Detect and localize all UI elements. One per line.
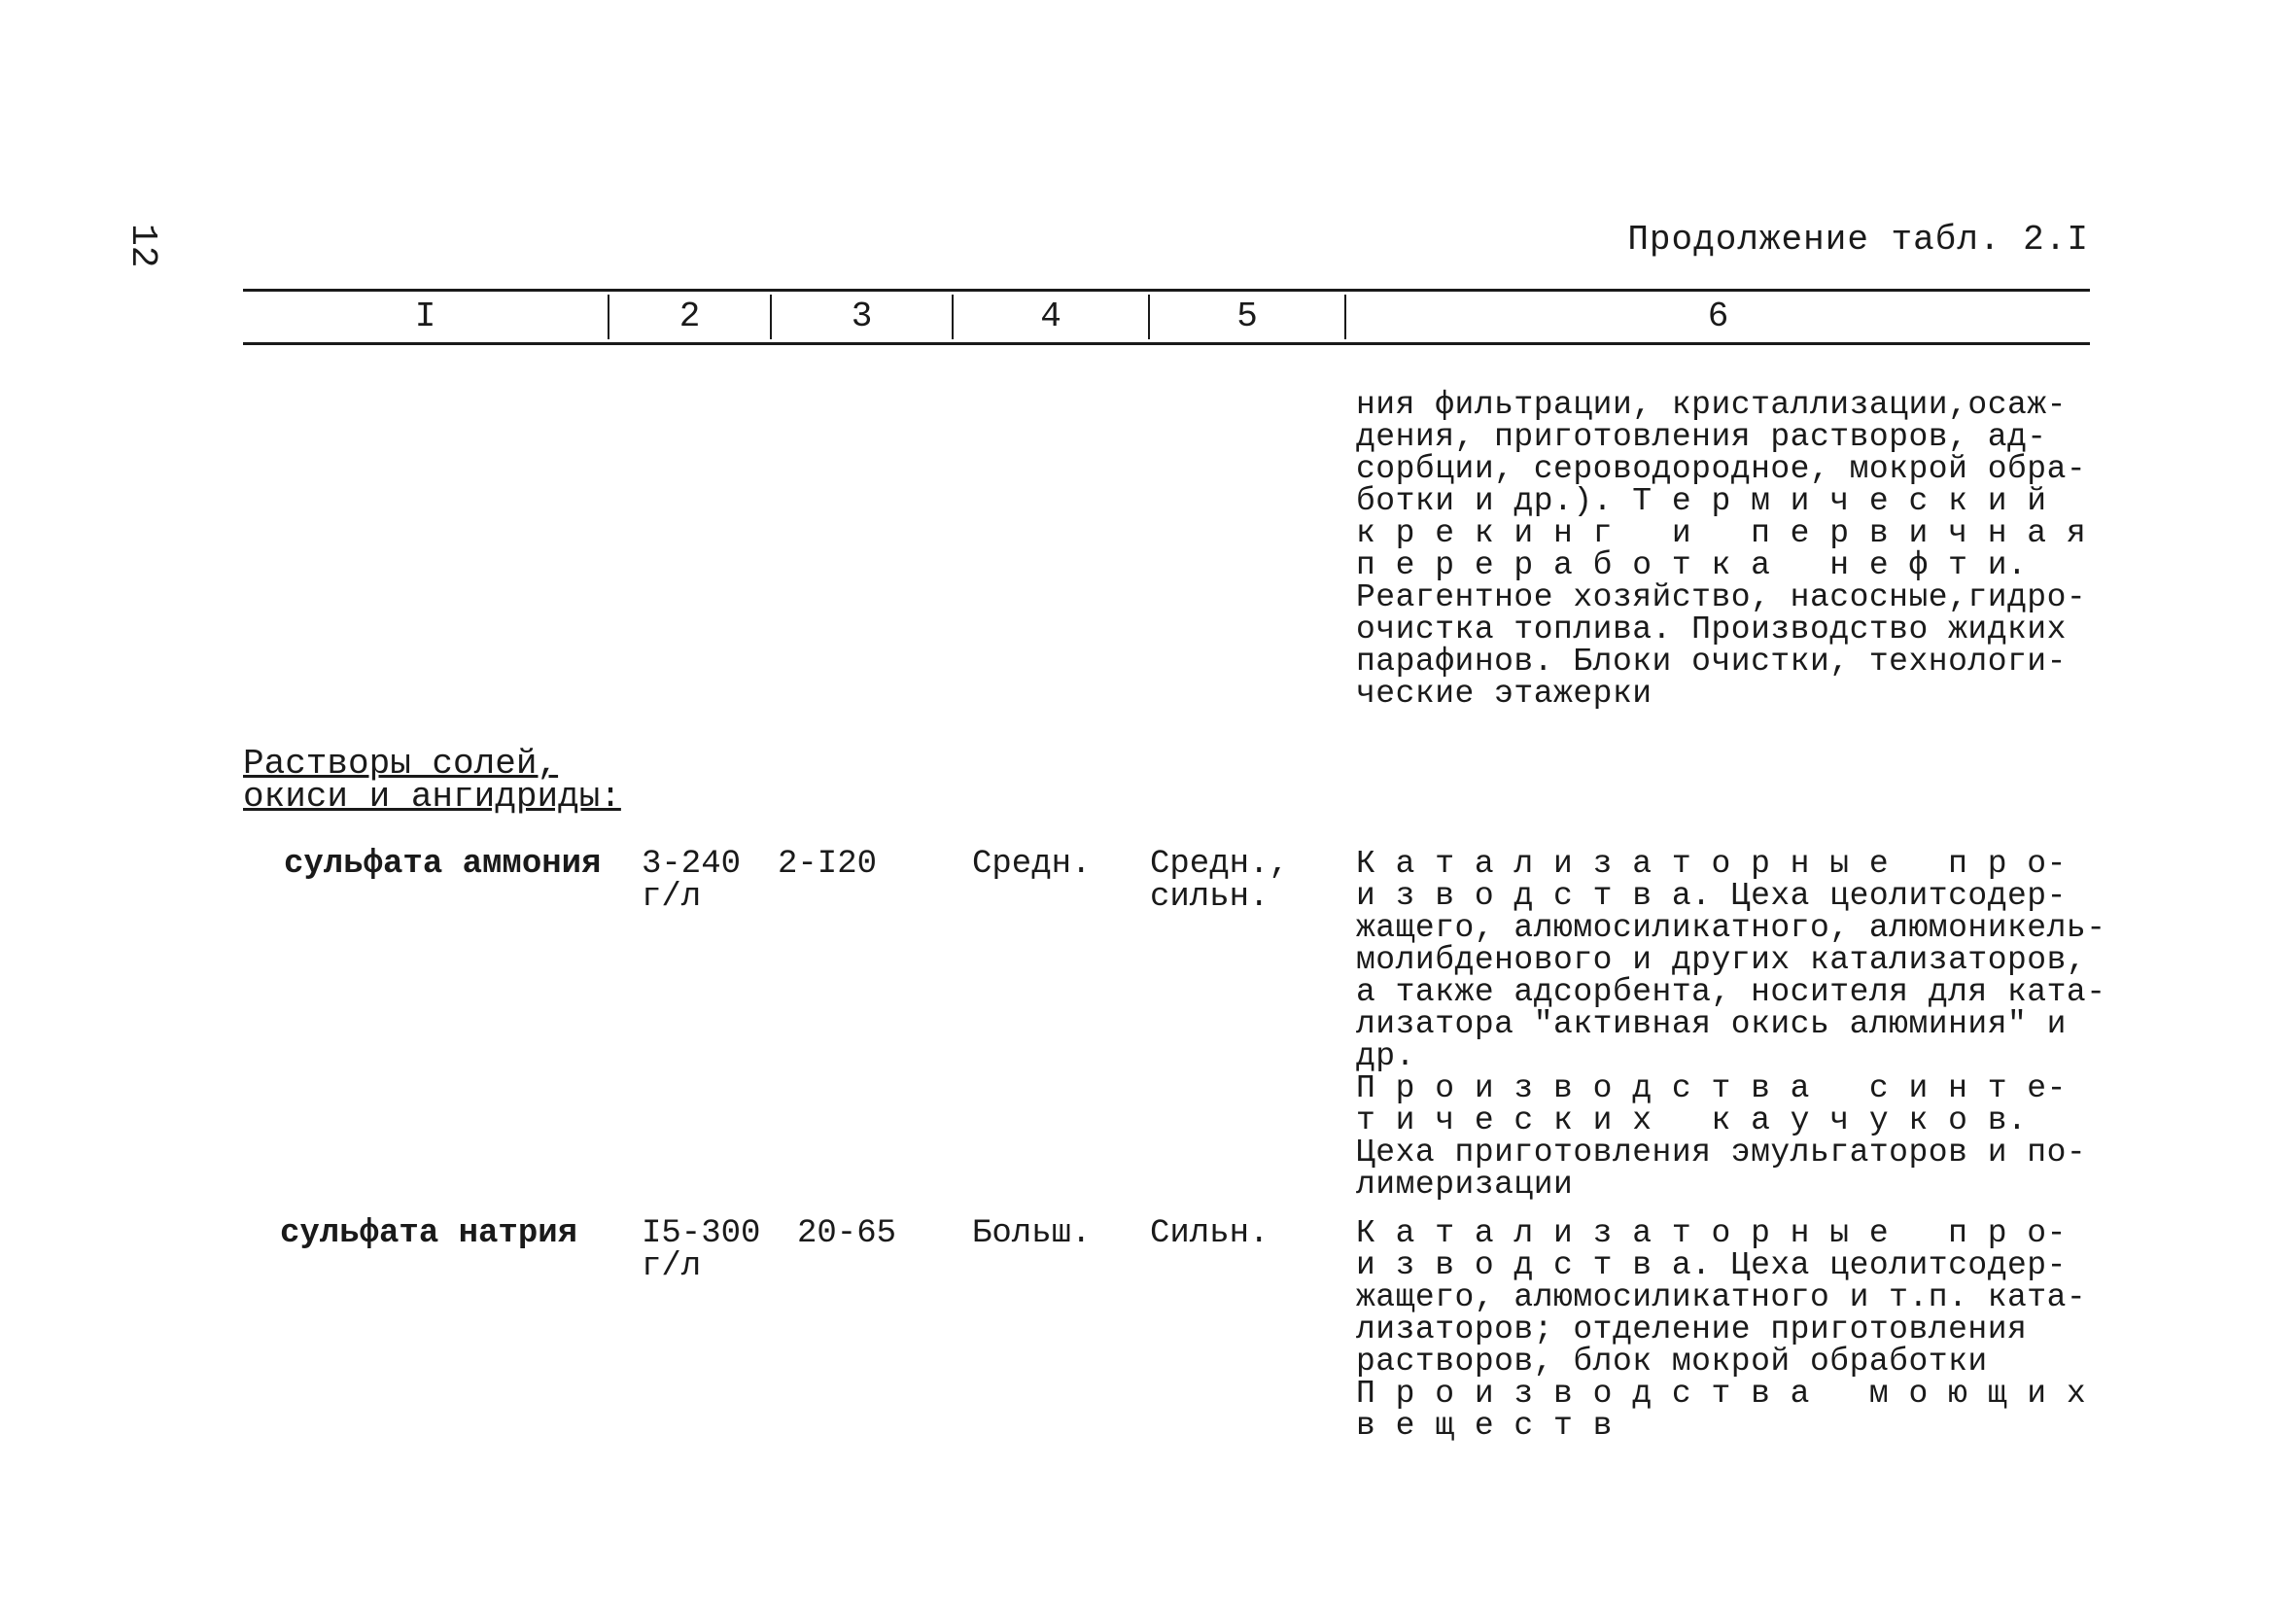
section-heading-line2: окиси и ангидриды: [243, 777, 621, 817]
row-1-col-3: 2-I20 [778, 846, 878, 883]
header-col-5: 5 [1148, 295, 1344, 339]
row-2-col-5: Сильн. [1150, 1215, 1270, 1252]
carryover-text: ния фильтрации, кристаллизации,осаж- дения, приготовления растворов, ад- сорбции, сероводородное, мокрой обра- ботки и др.). Т е р м и ч е с к и й к р е к и н г и п е р в и ч н а я п е р е р а б о т к а н е ф т и. Реагентное хозяйство, насосные,гидро- очистка топлива. Производство жидких парафинов. Блоки очистки, технологи- ческие этажерки [1356, 387, 2087, 712]
row-1-col-4: Средн. [972, 846, 1092, 883]
row-1-col-2: 3-240 г/л [642, 846, 742, 916]
header-bottom-rule [243, 342, 2090, 345]
page-number: 12 [122, 224, 163, 268]
row-2-col-6: К а т а л и з а т о р н ы е п р о- и з в о д с т в а. Цеха цеолитсодер- жащего, алюмосиликатного и т.п. ката- лизаторов; отделение приготовления растворов, блок мокрой обработки П р о и з в о д с т в а м о ю щ и х в е щ е с т в [1356, 1215, 2087, 1444]
header-top-rule [243, 289, 2090, 292]
row-2-name: сульфата натрия [280, 1215, 578, 1252]
row-1-col-6: К а т а л и з а т о р н ы е п р о- и з в о д с т в а. Цеха цеолитсодер- жащего, алюмосиликатного, алюмоникель- молибденового и других катализаторов, а также адсорбента, носителя для ката- лизатора "активная окись алюминия" и др. П р о и з в о д с т в а с и н т е- т и ч е с к и х к а у ч у к о в. Цеха приготовления эмульгаторов и по- лимеризации [1356, 846, 2106, 1203]
header-col-1: I [414, 297, 436, 336]
row-2-col-3: 20-65 [797, 1215, 897, 1252]
row-2-col-4: Больш. [972, 1215, 1092, 1252]
header-col-4: 4 [952, 295, 1148, 339]
table-header [243, 295, 2090, 339]
table-continuation-title: Продолжение табл. 2.I [1627, 220, 2089, 260]
header-col-3: 3 [770, 295, 952, 339]
row-2-col-2: I5-300 г/л [642, 1215, 761, 1285]
section-heading-line1: Растворы солей, [243, 744, 559, 784]
row-1-col-5: Средн., сильн. [1150, 846, 1289, 916]
row-1-name: сульфата аммония [284, 846, 602, 883]
header-col-2: 2 [608, 295, 770, 339]
header-col-6: 6 [1344, 295, 2090, 339]
